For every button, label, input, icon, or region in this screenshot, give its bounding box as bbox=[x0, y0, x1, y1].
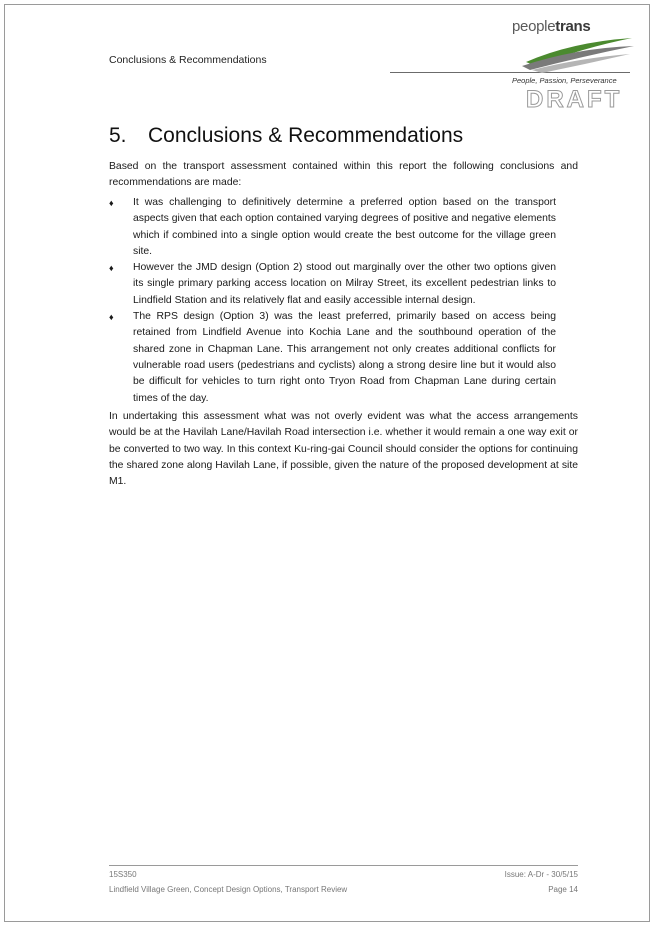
list-item-text: The RPS design (Option 3) was the least preferred, primarily based on access being retained from Lindfield Avenue into Kochia Lane and the southbound operation of the shared zone in Chapman Lane. This arrangement not only creates additional conflicts for vulnerable road users (pedestrians and cyclists) along a strong desire line but it would also be difficult for vehicles to turn right onto Tryon Road from Chapman Lane during certain times of the day. bbox=[133, 311, 556, 404]
logo-text-people: people bbox=[512, 18, 556, 35]
diamond-bullet-icon: ♦ bbox=[109, 263, 114, 274]
list-item-text: It was challenging to definitively determine a preferred option based on the transport aspects given that each option contained varying degrees of positive and negative elements which if combined into a single option would create the best outcome for the village green site. bbox=[133, 197, 556, 257]
logo-tagline: People, Passion, Perseverance bbox=[512, 76, 617, 85]
section-heading bbox=[109, 124, 463, 148]
section-title: Conclusions & Recommendations bbox=[148, 124, 464, 147]
list-item bbox=[109, 260, 556, 309]
logo-text-trans: trans bbox=[555, 18, 591, 35]
diamond-bullet-icon: ♦ bbox=[109, 312, 114, 323]
intro-paragraph: Based on the transport assessment contained within this report the following conclusions and recommendations are made: bbox=[109, 161, 578, 189]
logo-swoosh-icon bbox=[512, 18, 636, 78]
assessment-paragraph: In undertaking this assessment what was not overly evident was what the access arrangements would be at the Havilah Lane/Havilah Road intersection i.e. whether it would remain a one way exit or be converted to two way. In this context Ku-ring-gai Council should consider the options for continuing the shared zone along Havilah Lane, if possible, given the nature of the proposed development at site M1. bbox=[109, 411, 578, 488]
section-number: 5. bbox=[109, 124, 127, 147]
footer-page-number: Page 14 bbox=[548, 885, 578, 894]
peopletrans-logo bbox=[512, 18, 636, 78]
draft-watermark: DRAFT bbox=[526, 86, 623, 113]
list-item-text: However the JMD design (Option 2) stood out marginally over the other two options given its single primary parking access location on Milray Street, its excellent pedestrian links to Lindfield Station and its relatively flat and easily accessible internal design. bbox=[133, 262, 556, 306]
list-item bbox=[109, 195, 556, 260]
footer-issue: Issue: A-Dr - 30/5/15 bbox=[504, 870, 578, 879]
list-item bbox=[109, 309, 556, 407]
footer-divider bbox=[109, 865, 578, 866]
conclusions-list bbox=[109, 195, 556, 407]
running-header-title: Conclusions & Recommendations bbox=[109, 54, 267, 66]
diamond-bullet-icon: ♦ bbox=[109, 198, 114, 208]
footer-reference: 15S350 bbox=[109, 870, 137, 879]
footer-document-title: Lindfield Village Green, Concept Design Options, Transport Review bbox=[109, 885, 348, 894]
